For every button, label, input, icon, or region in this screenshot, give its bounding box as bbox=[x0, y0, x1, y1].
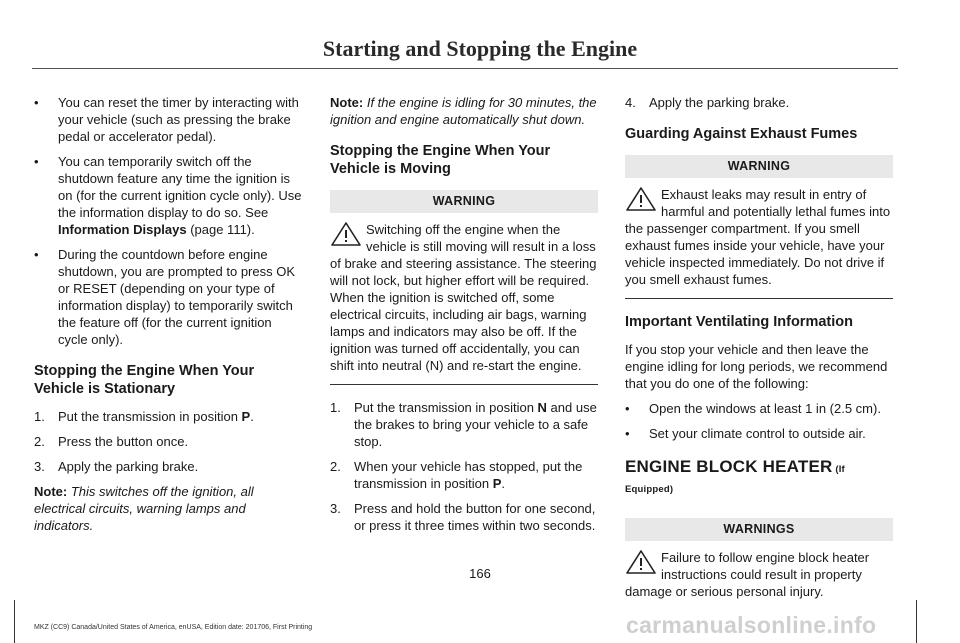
step-text: Apply the parking brake. bbox=[58, 459, 199, 474]
crop-mark-right bbox=[916, 600, 917, 643]
step-item bbox=[625, 94, 893, 111]
note bbox=[330, 94, 598, 128]
warning-text: Exhaust leaks may result in entry of harmful and potentially lethal fumes into the passenger compartment. If you smell exhaust fumes inside your vehicle, have your vehicle inspected immediately. Do not drive if you smell exhaust fumes. bbox=[625, 187, 891, 287]
section-heading: Important Ventilating Information bbox=[625, 314, 853, 330]
column-1 bbox=[34, 94, 302, 542]
xref-page: (page 111). bbox=[186, 222, 255, 237]
step-item bbox=[34, 408, 302, 425]
step-number: 4. bbox=[625, 95, 636, 110]
warning-triangle-icon bbox=[625, 186, 657, 212]
column-3 bbox=[625, 94, 893, 600]
list-item bbox=[34, 94, 302, 145]
page-title: Starting and Stopping the Engine bbox=[322, 36, 638, 61]
step-number: 2. bbox=[34, 434, 45, 449]
step-end: and use the brakes to bring your vehicle to a safe stop. bbox=[354, 400, 597, 449]
section-heading: Stopping the Engine When Your Vehicle is Stationary bbox=[34, 363, 255, 397]
step-text bbox=[354, 458, 598, 492]
step-number: 1. bbox=[330, 400, 341, 415]
bullet-text: During the countdown before engine shutdown, you are prompted to press OK or RESET (depending on your type of information display) to temporarily switch the feature off (for the current ignition cycle only). bbox=[58, 247, 296, 347]
list-item bbox=[625, 400, 893, 417]
note-text: If the engine is idling for 30 minutes, the ignition and engine automatically shut down. bbox=[330, 95, 597, 127]
section-heading: Guarding Against Exhaust Fumes bbox=[625, 126, 858, 142]
bullet-text bbox=[58, 153, 302, 238]
step-end: . bbox=[501, 476, 506, 491]
bullet-marker: • bbox=[625, 426, 630, 441]
step-bold: N bbox=[537, 400, 547, 415]
warning-divider bbox=[330, 384, 598, 385]
bullet-marker: • bbox=[625, 401, 630, 416]
step-number: 3. bbox=[34, 459, 45, 474]
step-item bbox=[34, 433, 302, 450]
warning-text: Failure to follow engine block heater instructions could result in property damage or serious personal injury. bbox=[625, 550, 870, 599]
warning-text: Switching off the engine when the vehicle is still moving will result in a loss of brake and steering assistance. The steering will not lock, but higher effort will be required. When the ignition is switched off, some electrical circuits, including air bags, warning lamps and indicators may also be off. If the ignition was turned off accidentally, you can shift into neutral (N) and re-start the engine. bbox=[330, 222, 597, 373]
warning-title: WARNINGS bbox=[625, 518, 893, 541]
bullet-text: You can reset the timer by interacting with your vehicle (such as pressing the brake pedal or accelerator pedal). bbox=[58, 95, 299, 144]
step-end: . bbox=[250, 409, 254, 424]
xref-link[interactable]: Information Displays bbox=[58, 222, 187, 237]
chapter-heading bbox=[625, 458, 893, 498]
bullet-marker: • bbox=[34, 154, 39, 169]
footer-edition-text: MKZ (CC9) Canada/United States of America, enUSA, Edition date: 201706, First Printing bbox=[34, 624, 313, 631]
crop-mark-left bbox=[14, 600, 15, 643]
note-text: This switches off the ignition, all electrical circuits, warning lamps and indicators. bbox=[34, 484, 254, 533]
note bbox=[34, 483, 302, 534]
chapter-heading-text: ENGINE BLOCK HEATER bbox=[625, 457, 833, 476]
section-heading: Stopping the Engine When Your Vehicle is Moving bbox=[330, 143, 551, 177]
note-label: Note: bbox=[34, 484, 68, 499]
step-number: 1. bbox=[34, 409, 45, 424]
step-text bbox=[354, 399, 598, 450]
step-item bbox=[330, 458, 598, 492]
warning-body bbox=[330, 221, 598, 374]
step-text: Apply the parking brake. bbox=[649, 95, 790, 110]
bullet-marker: • bbox=[34, 247, 39, 262]
header-divider bbox=[32, 68, 898, 69]
step-number: 3. bbox=[330, 501, 341, 516]
step-number: 2. bbox=[330, 459, 341, 474]
warning-body bbox=[625, 186, 893, 288]
step-item bbox=[330, 399, 598, 450]
bullet-marker: • bbox=[34, 95, 39, 110]
warning-triangle-icon bbox=[330, 221, 362, 247]
step-text: Press the button once. bbox=[58, 434, 189, 449]
warning-title: WARNING bbox=[330, 190, 598, 213]
step-text-part: When your vehicle has stopped, put the transmission in position bbox=[354, 459, 583, 491]
step-item bbox=[330, 500, 598, 534]
page-number: 166 bbox=[469, 566, 491, 581]
warning-divider bbox=[625, 298, 893, 299]
step-item bbox=[34, 458, 302, 475]
step-text: Press and hold the button for one second, or press it three times within two seconds. bbox=[354, 501, 596, 533]
watermark: carmanualsonline.info bbox=[626, 612, 877, 638]
step-text bbox=[58, 408, 302, 425]
note-label: Note: bbox=[330, 95, 364, 110]
bullet-text: Set your climate control to outside air. bbox=[649, 426, 866, 441]
step-text-part: Put the transmission in position bbox=[58, 409, 242, 424]
list-item bbox=[34, 153, 302, 238]
paragraph: If you stop your vehicle and then leave the engine idling for long periods, we recommend that you do one of the following: bbox=[625, 342, 888, 391]
list-item bbox=[625, 425, 893, 442]
column-2 bbox=[330, 94, 598, 542]
chapter-heading-qualifier: (If Equipped) bbox=[625, 464, 845, 495]
list-item bbox=[34, 246, 302, 348]
bullet-text: Open the windows at least 1 in (2.5 cm). bbox=[649, 401, 881, 416]
step-bold: P bbox=[241, 409, 251, 424]
step-text-part: Put the transmission in position bbox=[354, 400, 538, 415]
step-bold: P bbox=[492, 476, 502, 491]
warning-title: WARNING bbox=[625, 155, 893, 178]
bullet-text-part: You can temporarily switch off the shutdown feature any time the ignition is on (for the current ignition cycle only). Use the information display to do so. See bbox=[58, 154, 302, 220]
